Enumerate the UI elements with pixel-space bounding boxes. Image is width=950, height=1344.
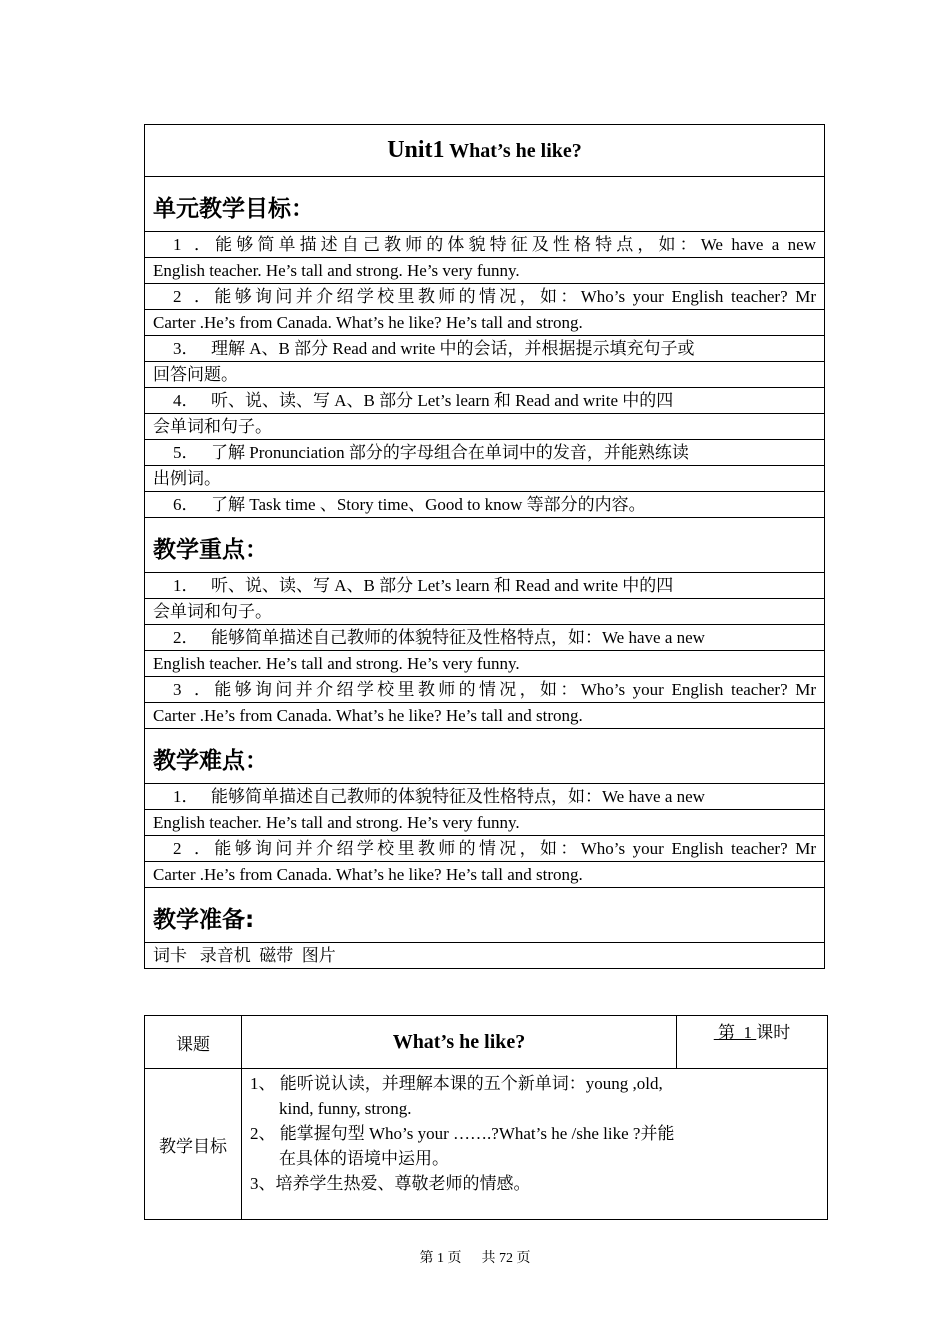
key-2-line1: 2． 能够简单描述自己教师的体貌特征及性格特点，如：We have a new: [145, 625, 825, 651]
goal-6-line1: 6． 了解 Task time 、Story time、Good to know 等部分的内容。: [145, 492, 825, 518]
objectives-list: [242, 1069, 828, 1220]
key-1-line2: 会单词和句子。: [145, 599, 825, 625]
goal-4-line1: 4． 听、说、读、写 A、B 部分 Let’s learn 和 Read and write 中的四: [145, 388, 825, 414]
goal-1-line2: English teacher. He’s tall and strong. He’s very funny.: [145, 258, 825, 284]
key-2-line2: English teacher. He’s tall and strong. He’s very funny.: [145, 651, 825, 677]
objectives-label: 教学目标: [145, 1069, 242, 1220]
goal-3-line1: 3． 理解 A、B 部分 Read and write 中的会话，并根据提示填充句子或: [145, 336, 825, 362]
lesson-table: [144, 1015, 828, 1220]
difficult-points-heading: 教学难点：: [145, 729, 825, 784]
page-number: 第 1 页: [419, 1251, 462, 1266]
lesson-number: 第 1 课时: [677, 1016, 828, 1069]
topic-label: 课题: [145, 1016, 242, 1069]
difficult-1-line2: English teacher. He’s tall and strong. He’s very funny.: [145, 810, 825, 836]
objective-2-cont: 在具体的语境中运用。: [279, 1149, 449, 1168]
goal-5-line1: 5． 了解 Pronunciation 部分的字母组合在单词中的发音，并能熟练读: [145, 440, 825, 466]
goal-1-line1: 1．能够简单描述自己教师的体貌特征及性格特点，如：We have a new: [145, 232, 825, 258]
key-points-heading: 教学重点：: [145, 518, 825, 573]
page-footer: [0, 1247, 950, 1267]
difficult-2-line1: 2．能够询问并介绍学校里教师的情况，如：Who’s your English teacher? Mr: [145, 836, 825, 862]
goal-3-line2: 回答问题。: [145, 362, 825, 388]
key-3-line1: 3．能够询问并介绍学校里教师的情况，如：Who’s your English teacher? Mr: [145, 677, 825, 703]
goal-2-line2: Carter .He’s from Canada. What’s he like? He’s tall and strong.: [145, 310, 825, 336]
preparation-heading: 教学准备:: [145, 888, 825, 943]
topic-title: What’s he like?: [242, 1016, 677, 1069]
key-3-line2: Carter .He’s from Canada. What’s he like? He’s tall and strong.: [145, 703, 825, 729]
goals-heading: 单元教学目标：: [145, 177, 825, 232]
goal-5-line2: 出例词。: [145, 466, 825, 492]
objective-1: 1、 能听说认读，并理解本课的五个新单词：young ,old,: [250, 1074, 663, 1093]
difficult-1-line1: 1． 能够简单描述自己教师的体貌特征及性格特点，如：We have a new: [145, 784, 825, 810]
unit-title: Unit1 What’s he like?: [145, 125, 825, 177]
key-1-line1: 1． 听、说、读、写 A、B 部分 Let’s learn 和 Read and write 中的四: [145, 573, 825, 599]
preparation-items: 词卡 录音机 磁带 图片: [145, 943, 825, 969]
goal-2-line1: 2．能够询问并介绍学校里教师的情况，如：Who’s your English teacher? Mr: [145, 284, 825, 310]
objective-2: 2、 能掌握句型 Who’s your …….?What’s he /she like ?并能: [250, 1124, 675, 1143]
difficult-2-line2: Carter .He’s from Canada. What’s he like? He’s tall and strong.: [145, 862, 825, 888]
goal-4-line2: 会单词和句子。: [145, 414, 825, 440]
objective-1-cont: kind, funny, strong.: [279, 1099, 412, 1118]
page-total: 共 72 页: [481, 1251, 531, 1266]
objective-3: 3、培养学生热爱、尊敬老师的情感。: [250, 1174, 531, 1193]
unit-overview-table: [144, 124, 825, 969]
